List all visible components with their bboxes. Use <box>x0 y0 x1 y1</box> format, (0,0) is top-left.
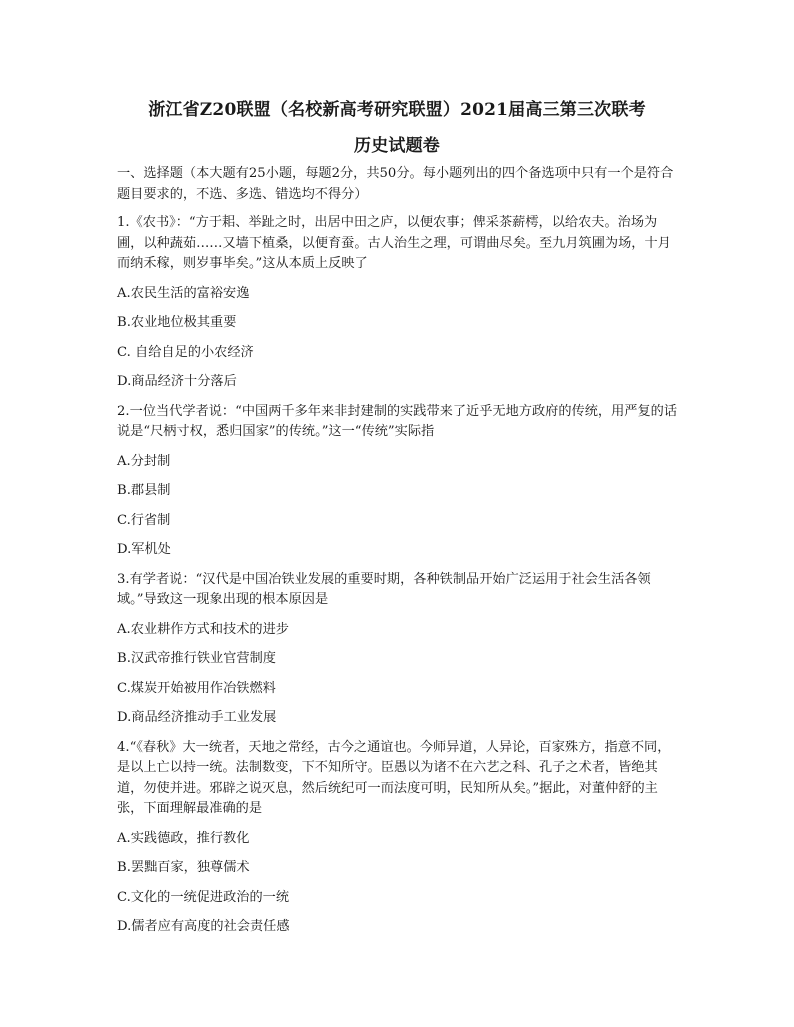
option-b: B.郡县制 <box>117 483 171 498</box>
option-a: A.农业耕作方式和技术的进步 <box>117 621 289 637</box>
question-stem: 3.有学者说：“汉代是中国冶铁业发展的重要时期，各种铁制品开始广泛运用于社会生活各领域。”导致这一现象出现的根本原因是 <box>117 571 651 607</box>
question-stem: 2.一位当代学者说：“中国两千多年来非封建制的实践带来了近乎无地方政府的传统，用严复的话说是“尺柄寸权，悉归国家”的传统。”这一“传统”实际指 <box>117 403 678 439</box>
option-a: A.分封制 <box>117 453 171 469</box>
question-4 <box>117 738 683 938</box>
question-stem: 4.“《春秋》大一统者，天地之常经，古今之通谊也。今师异道，人异论，百家殊方，指意不同，是以上亡以持一统。法制数变，下不知所守。臣愚以为诸不在六艺之科、孔子之术者，皆绝其道，勿使并进。邪辟之说灭息，然后统纪可一而法度可明，民知所从矣。”据此，对董仲舒的主张，下面理解最准确的是 <box>117 739 671 816</box>
question-1 <box>117 213 683 393</box>
exam-content <box>117 164 683 938</box>
option-c: C.行省制 <box>117 512 171 528</box>
option-c: C.文化的一统促进政治的一统 <box>117 889 290 905</box>
option-a: A.农民生活的富裕安逸 <box>117 285 250 301</box>
question-stem: 1.《农书》：“方于耜、举趾之时，出居中田之庐，以便农事；俾采茶薪樗，以给农夫。治场为圃，以种蔬茹……又墙下植桑，以便育蚕。古人治生之理，可谓曲尽矣。至九月筑圃为场，十月而纳禾稼，则岁事毕矣。”这从本质上反映了 <box>117 215 671 271</box>
exam-title: 浙江省Z20联盟（名校新高考研究联盟）2021届高三第三次联考 <box>148 100 646 120</box>
option-d: D.儒者应有高度的社会责任感 <box>117 919 290 934</box>
option-c: C. 自给自足的小农经济 <box>117 344 254 360</box>
option-d: D.军机处 <box>117 542 171 557</box>
option-d: D.商品经济推动手工业发展 <box>117 710 277 725</box>
option-a: A.实践德政，推行教化 <box>117 830 250 846</box>
question-2 <box>117 402 683 561</box>
option-b: B.罢黜百家，独尊儒术 <box>117 860 250 875</box>
option-d: D.商品经济十分落后 <box>117 374 237 389</box>
option-b: B.汉武帝推行铁业官营制度 <box>117 651 276 666</box>
exam-subtitle: 历史试题卷 <box>354 136 440 156</box>
section-heading: 一、选择题（本大题有25小题，每题2分，共50分。每小题列出的四个备选项中只有一个是符合题目要求的，不选、多选、错选均不得分） <box>117 166 674 202</box>
option-b: B.农业地位极其重要 <box>117 315 237 330</box>
question-3 <box>117 570 683 729</box>
option-c: C.煤炭开始被用作冶铁燃料 <box>117 680 276 696</box>
